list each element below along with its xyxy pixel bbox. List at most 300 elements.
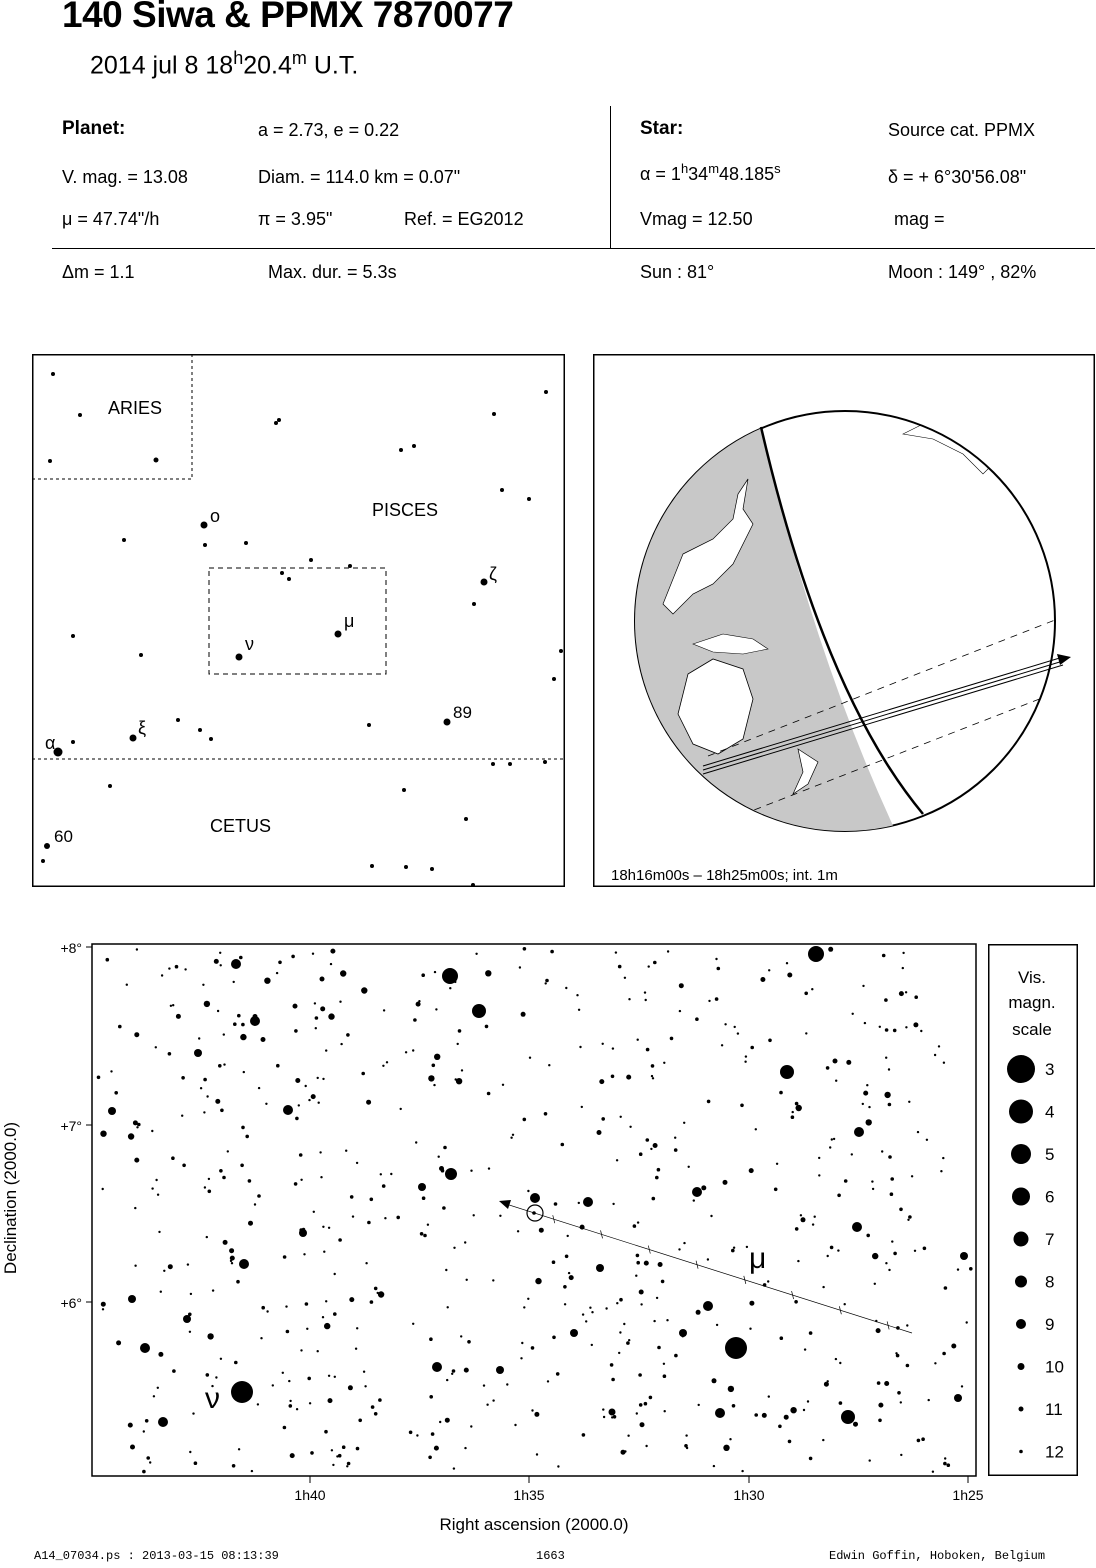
finder-star	[108, 784, 112, 788]
field-star	[624, 1450, 626, 1452]
field-star	[200, 1087, 202, 1089]
field-star	[171, 1156, 175, 1160]
field-star	[644, 1261, 649, 1266]
field-star	[158, 1352, 163, 1357]
field-star-bright	[530, 1193, 540, 1203]
field-star	[322, 1316, 324, 1318]
field-star	[567, 1235, 569, 1237]
field-star	[485, 970, 491, 976]
field-star	[749, 1328, 751, 1330]
minute-unit: m	[291, 48, 307, 68]
field-star	[374, 1412, 378, 1416]
field-star	[340, 970, 346, 976]
field-star	[809, 1331, 813, 1335]
finder-star	[544, 390, 548, 394]
field-star	[298, 1104, 300, 1106]
field-star	[828, 947, 833, 952]
field-star	[239, 956, 243, 960]
field-star	[310, 1451, 314, 1455]
field-star	[637, 1221, 639, 1223]
field-star	[300, 1179, 302, 1181]
field-star	[520, 1357, 522, 1359]
field-star	[564, 1303, 566, 1305]
field-star	[862, 985, 864, 987]
field-star	[502, 1084, 504, 1086]
field-star	[249, 1388, 251, 1390]
field-star	[663, 1363, 665, 1365]
field-star	[136, 948, 138, 950]
field-star	[517, 1230, 519, 1232]
field-star	[378, 1291, 384, 1297]
star-dec: δ = + 6°30'56.08"	[888, 167, 1027, 187]
x-axis-label: Right ascension (2000.0)	[439, 1515, 629, 1534]
field-star	[461, 1069, 463, 1071]
field-star	[545, 982, 547, 984]
field-star	[900, 1401, 902, 1403]
field-star	[683, 1242, 685, 1244]
field-star	[563, 1285, 567, 1289]
ra-s-unit: s	[774, 161, 781, 176]
field-star	[338, 1238, 342, 1242]
field-star	[488, 1167, 490, 1169]
field-star	[261, 1037, 266, 1042]
field-star	[134, 1207, 136, 1209]
field-star	[338, 1454, 342, 1458]
field-star	[371, 1405, 375, 1409]
field-star	[325, 1300, 327, 1302]
finder-star	[430, 867, 434, 871]
field-star	[896, 1354, 900, 1358]
field-star	[223, 1240, 228, 1245]
field-star	[181, 1076, 185, 1080]
finder-star	[122, 538, 126, 542]
field-star	[102, 1188, 104, 1190]
legend-dot-mag-12	[1019, 1450, 1023, 1454]
field-star	[300, 1349, 302, 1351]
detail-chart	[0, 930, 1096, 1540]
field-star	[943, 1062, 945, 1064]
field-star	[628, 998, 630, 1000]
field-star	[715, 997, 719, 1001]
field-star	[168, 1264, 173, 1269]
field-star	[405, 1051, 407, 1053]
field-star-bright	[283, 1105, 293, 1115]
field-star	[579, 1046, 581, 1048]
field-star	[429, 1337, 433, 1341]
field-star	[561, 1143, 565, 1147]
field-star	[283, 1426, 287, 1430]
field-star	[248, 1221, 253, 1226]
field-star	[332, 1464, 334, 1466]
field-star	[801, 1217, 806, 1222]
field-star	[427, 1224, 429, 1226]
field-star	[155, 1179, 157, 1181]
field-star	[732, 1404, 736, 1408]
field-star	[708, 1000, 710, 1002]
field-star	[796, 1105, 802, 1111]
field-star	[176, 1014, 181, 1019]
field-star	[257, 1194, 261, 1198]
field-star	[809, 1457, 813, 1461]
field-star	[701, 1185, 706, 1190]
field-star	[921, 1437, 925, 1441]
finder-star	[71, 740, 75, 744]
field-star	[330, 963, 332, 965]
field-star	[206, 1236, 208, 1238]
field-star	[313, 1211, 315, 1213]
finder-star	[201, 522, 208, 529]
field-star	[192, 1412, 194, 1414]
field-star	[627, 1435, 629, 1437]
motion-arrow	[499, 1200, 511, 1209]
field-star	[787, 973, 792, 978]
label-xi: ξ	[138, 718, 147, 738]
field-star	[370, 1198, 374, 1202]
field-star	[434, 1446, 439, 1451]
field-star	[803, 1409, 805, 1411]
field-star	[818, 1157, 820, 1159]
field-star	[874, 1283, 876, 1285]
field-star	[640, 1422, 645, 1427]
field-star	[220, 1358, 222, 1360]
field-star	[664, 1410, 666, 1412]
field-star	[749, 1168, 754, 1173]
field-star	[168, 967, 170, 969]
field-star	[552, 1260, 556, 1264]
field-star	[370, 1300, 374, 1304]
ytick-label-6: +6°	[60, 1295, 82, 1311]
planet-reference: Ref. = EG2012	[404, 209, 524, 229]
field-star	[591, 1344, 593, 1346]
legend-dot-mag-5	[1011, 1144, 1031, 1164]
field-star	[334, 1273, 336, 1275]
ra-min: 34	[688, 164, 709, 184]
field-star	[328, 1398, 333, 1403]
field-star	[217, 1010, 219, 1012]
field-star	[737, 1032, 739, 1034]
xtick-label-140: 1h40	[294, 1487, 326, 1503]
magnitude-legend	[988, 944, 1078, 1476]
field-star-bright	[725, 1337, 747, 1359]
max-duration: Max. dur. = 5.3s	[268, 262, 397, 282]
field-star	[826, 1066, 830, 1070]
minutes-text: 20.4	[243, 51, 292, 80]
field-star	[356, 1162, 358, 1164]
finder-star	[527, 497, 531, 501]
field-star	[548, 1064, 550, 1066]
field-star	[241, 1126, 245, 1130]
field-star	[142, 1470, 146, 1474]
finder-star	[71, 634, 75, 638]
field-star	[599, 1079, 604, 1084]
field-star	[293, 1004, 298, 1009]
field-star	[294, 1029, 298, 1033]
legend-label-mag-11: 11	[1045, 1400, 1063, 1419]
field-star	[881, 1150, 883, 1152]
field-star	[189, 1451, 191, 1453]
field-star	[601, 1117, 605, 1121]
field-star	[678, 1248, 680, 1250]
field-star	[888, 1155, 892, 1159]
field-star	[795, 1102, 799, 1106]
field-star	[208, 1190, 212, 1194]
legend-title-2: magn.	[1008, 993, 1056, 1012]
field-star	[683, 1122, 685, 1124]
field-star	[893, 1252, 897, 1256]
field-star	[483, 1384, 485, 1386]
field-star	[550, 950, 554, 954]
field-star-bright	[808, 946, 824, 962]
field-star	[822, 1286, 824, 1288]
finder-star	[559, 649, 563, 653]
field-star-bright	[854, 1127, 864, 1137]
field-star	[812, 1223, 814, 1225]
legend-label-mag-7: 7	[1045, 1230, 1055, 1249]
field-star	[612, 1203, 614, 1205]
field-star	[531, 1346, 535, 1350]
field-star	[334, 1376, 336, 1378]
field-star	[639, 1152, 643, 1156]
field-star	[291, 955, 295, 959]
field-star	[655, 1176, 659, 1180]
field-star	[835, 1358, 837, 1360]
field-star	[435, 1008, 437, 1010]
field-star	[616, 1159, 618, 1161]
finder-star	[492, 412, 496, 416]
field-star	[908, 1215, 912, 1219]
field-star	[97, 1076, 101, 1080]
field-star	[715, 958, 717, 960]
field-star	[839, 1362, 841, 1364]
ut-text: U.T.	[306, 51, 359, 80]
field-star	[223, 1063, 225, 1065]
field-star	[908, 1101, 910, 1103]
field-star	[729, 1438, 731, 1440]
field-star	[554, 1202, 558, 1206]
field-star	[212, 1289, 214, 1291]
field-star	[797, 1260, 799, 1262]
field-star	[791, 1115, 795, 1119]
finder-stars	[41, 372, 563, 887]
field-star	[487, 1092, 491, 1096]
field-star	[645, 999, 647, 1001]
field-star	[305, 1085, 307, 1087]
field-star	[457, 1043, 459, 1045]
field-star	[917, 1131, 919, 1133]
field-star	[527, 1298, 529, 1300]
field-star	[750, 1046, 754, 1050]
field-star	[261, 1306, 265, 1310]
field-star	[137, 1123, 141, 1127]
field-star	[914, 1250, 916, 1252]
field-star	[539, 1228, 544, 1233]
finder-star	[130, 735, 137, 742]
field-star	[833, 1059, 838, 1064]
field-star	[800, 1214, 802, 1216]
field-star	[151, 1187, 153, 1189]
field-star	[544, 1112, 548, 1116]
field-star	[830, 1246, 834, 1250]
field-star	[602, 1043, 604, 1045]
field-star	[434, 971, 436, 973]
field-star	[712, 1378, 717, 1383]
field-star	[914, 995, 918, 999]
field-star	[612, 1047, 614, 1049]
field-star	[214, 959, 219, 964]
field-star-bright	[852, 1222, 862, 1232]
field-star-bright	[609, 1409, 616, 1416]
field-star	[320, 1006, 325, 1011]
field-star	[911, 1175, 913, 1177]
field-star-bright	[703, 1301, 713, 1311]
finder-star	[176, 718, 180, 722]
finder-star	[287, 577, 291, 581]
field-star-bright	[780, 1065, 794, 1079]
field-star	[486, 1404, 488, 1406]
field-star	[175, 965, 179, 969]
field-star	[499, 1215, 501, 1217]
field-star	[352, 1215, 354, 1217]
page-title: 140 Siwa & PPMX 7870077	[62, 0, 514, 35]
field-star	[947, 1463, 951, 1467]
field-star	[656, 1297, 658, 1299]
field-star	[333, 1312, 337, 1316]
xtick-label-125: 1h25	[952, 1487, 984, 1503]
field-star	[317, 1350, 319, 1352]
planet-vmag: V. mag. = 13.08	[62, 167, 188, 187]
field-star	[657, 1168, 661, 1172]
field-star	[158, 1231, 160, 1233]
detail-area-box	[209, 568, 386, 674]
field-star	[466, 1279, 468, 1281]
field-star	[794, 1300, 798, 1304]
field-star	[779, 1091, 783, 1095]
field-star	[663, 1062, 665, 1064]
field-star	[724, 1023, 726, 1025]
legend-dot-mag-9	[1016, 1319, 1026, 1329]
field-star	[866, 1084, 868, 1086]
field-star	[839, 1401, 843, 1405]
field-star	[786, 962, 788, 964]
field-star	[134, 1158, 139, 1163]
field-star	[523, 1118, 527, 1122]
field-star	[194, 1461, 198, 1465]
finder-star	[508, 762, 512, 766]
field-star	[603, 1416, 605, 1418]
star-heading: Star:	[640, 118, 684, 139]
legend-title-3: scale	[1012, 1020, 1052, 1039]
finder-star	[198, 728, 202, 732]
field-star	[202, 984, 204, 986]
planet-motion: μ = 47.74"/h	[62, 209, 160, 229]
field-star	[320, 977, 325, 982]
field-star	[884, 998, 888, 1002]
field-star	[891, 1240, 893, 1242]
finder-star	[203, 543, 207, 547]
field-star	[330, 949, 335, 954]
field-star	[219, 952, 221, 954]
field-star	[623, 1323, 625, 1325]
field-star	[234, 1361, 238, 1365]
field-star	[470, 1170, 472, 1172]
field-star	[776, 1163, 778, 1165]
field-star	[871, 1180, 873, 1182]
field-star	[899, 991, 904, 996]
field-star	[170, 1005, 172, 1007]
field-star-bright	[472, 1004, 486, 1018]
field-star	[382, 1184, 386, 1188]
field-star	[149, 1461, 151, 1463]
field-star	[232, 1464, 236, 1468]
y-axis-label: Declination (2000.0)	[1, 1121, 20, 1275]
field-star	[303, 1253, 305, 1255]
field-star	[658, 1262, 663, 1267]
field-star	[652, 1197, 656, 1201]
field-star	[456, 1078, 462, 1084]
field-star	[519, 966, 521, 968]
field-star	[223, 1033, 225, 1035]
field-star	[455, 1078, 457, 1080]
field-star	[585, 1320, 587, 1322]
field-star	[219, 1169, 223, 1173]
field-star	[626, 1075, 631, 1080]
field-star	[229, 1248, 234, 1253]
field-star	[512, 1134, 514, 1136]
field-star	[128, 1133, 134, 1139]
field-star	[645, 1445, 647, 1447]
field-star	[807, 1400, 809, 1402]
field-star	[106, 958, 110, 962]
field-star	[864, 1022, 866, 1024]
field-star	[957, 1268, 959, 1270]
field-star	[565, 987, 567, 989]
label-mu-detail: μ	[749, 1242, 767, 1275]
field-star	[206, 1095, 208, 1097]
field-star	[378, 1398, 382, 1402]
field-star	[307, 1377, 311, 1381]
field-star	[315, 1027, 317, 1029]
field-star	[695, 1017, 699, 1021]
field-star	[102, 1308, 104, 1310]
finder-star	[444, 719, 451, 726]
field-star	[731, 1249, 735, 1253]
ytick-label-8: +8°	[60, 940, 82, 956]
field-star	[110, 1070, 112, 1072]
legend-label-mag-9: 9	[1045, 1315, 1055, 1334]
field-star	[529, 1057, 531, 1059]
field-star	[328, 1227, 330, 1229]
field-star	[578, 1202, 580, 1204]
field-star	[439, 1421, 441, 1423]
finder-star	[139, 653, 143, 657]
field-star	[897, 1391, 901, 1395]
field-star	[100, 1131, 106, 1137]
field-star	[633, 1224, 637, 1228]
field-star	[657, 1346, 661, 1350]
field-star	[220, 1109, 224, 1113]
field-star	[640, 1303, 642, 1305]
finder-star	[335, 631, 342, 638]
field-star	[581, 1106, 583, 1108]
field-star	[227, 1150, 229, 1152]
field-star	[361, 987, 367, 993]
field-star	[386, 1061, 388, 1063]
finder-star	[277, 418, 281, 422]
field-star	[882, 954, 886, 958]
field-star	[449, 987, 451, 989]
field-star	[557, 1465, 559, 1467]
field-star	[157, 1194, 159, 1196]
